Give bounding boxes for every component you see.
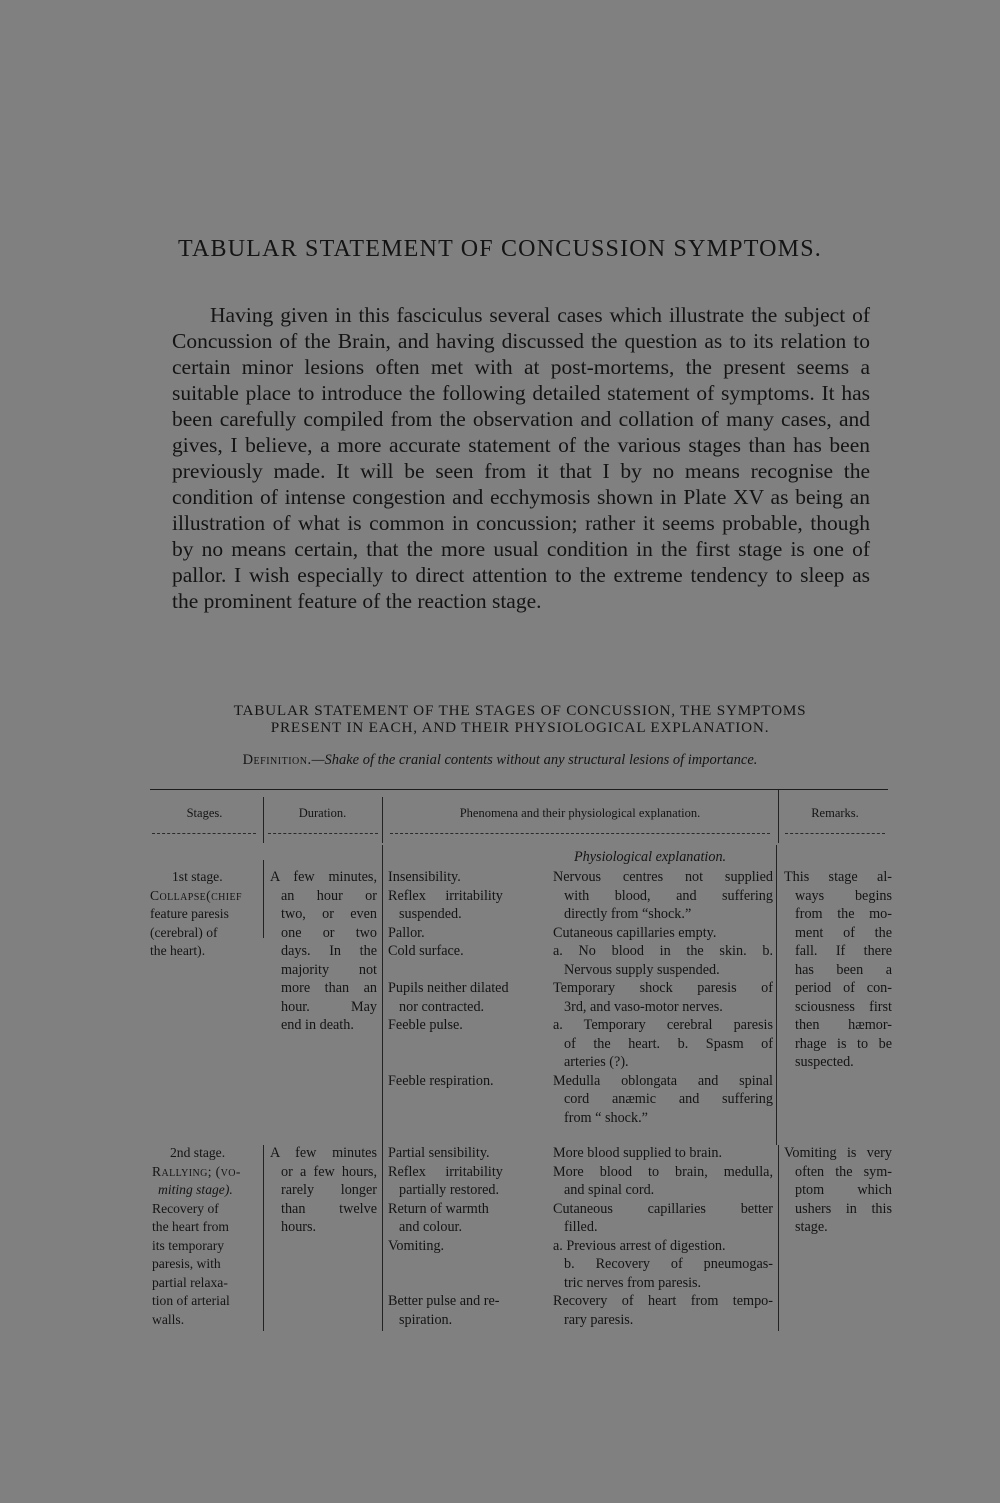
divider-row1-b (382, 845, 383, 1145)
row1-duration-line: hour. May (281, 998, 377, 1015)
row2-stage-line: tion of arterial (152, 1293, 230, 1308)
divider-row2-b (382, 1145, 383, 1331)
row1-duration-line: two, or even (281, 906, 377, 922)
phenomenon-pupils-cont: nor contracted. (399, 998, 485, 1015)
definition-text: —Shake of the cranial contents without any structural lesions of importance. (311, 752, 758, 768)
table-heading (140, 702, 900, 736)
row1-stage-line: feature paresis (150, 906, 229, 921)
remarks-line: rhage is to be (795, 1035, 892, 1052)
row1-stage-line: Collapse(chief (150, 887, 242, 903)
row2-stage-line: its temporary (152, 1237, 225, 1253)
divider-header-2 (382, 797, 383, 843)
divider-row1-a (263, 860, 264, 938)
phenomenon-pulse: Better pulse and re- (388, 1293, 500, 1309)
divider-header-3 (778, 790, 779, 843)
row2-duration-line: hours. (281, 1219, 317, 1235)
divider-header-1 (263, 797, 264, 843)
explanation-line: rary paresis. (564, 1311, 634, 1328)
row2-stage-line: 2nd stage. (170, 1145, 226, 1160)
remarks-line: ways begins (795, 887, 892, 904)
col-header-phenomena: Phenomena and their physiological explanation. (459, 806, 701, 820)
explanation-line: b. Recovery of pneumogas- (564, 1256, 773, 1272)
row1-stage (150, 868, 258, 961)
remarks-line: ptom which (795, 1182, 892, 1198)
explanation-line: a. No blood in the skin. b. (553, 943, 773, 959)
row1-duration-line: more than an (281, 980, 377, 996)
row2-duration-line: than twelve (281, 1200, 377, 1217)
row1-stage-line: the heart). (150, 943, 206, 958)
header-rule-duration (268, 833, 378, 834)
row1-phenomena (388, 868, 538, 1090)
remarks-line: This stage al- (784, 869, 892, 885)
remarks-line: ushers in this (795, 1200, 892, 1217)
row2-stage-line: Recovery of (152, 1200, 219, 1216)
col-header-duration: Duration. (298, 806, 347, 820)
physiological-explanation-heading: Physiological explanation. (574, 849, 727, 865)
remarks-line: often the sym- (795, 1163, 892, 1180)
phenomenon-insensibility: Insensibility. (388, 869, 461, 885)
row2-explanation (553, 1144, 773, 1329)
phenomenon-respiration: Feeble respiration. (388, 1072, 494, 1089)
header-rule-remarks (785, 833, 885, 834)
explanation-line: 3rd, and vaso-motor nerves. (564, 998, 723, 1015)
explanation-line: and spinal cord. (564, 1182, 655, 1198)
row2-phenomena (388, 1144, 538, 1329)
row2-stage (152, 1144, 260, 1329)
definition-label: Definition. (242, 752, 312, 768)
remarks-line: period of con- (795, 980, 892, 996)
row2-duration-line: A few minutes (270, 1145, 377, 1161)
col-header-remarks: Remarks. (811, 806, 859, 820)
phenomenon-warmth-cont: and colour. (399, 1219, 463, 1235)
remarks-line: fall. If there (795, 943, 892, 959)
row1-duration-line: majority not (281, 961, 377, 978)
row1-duration-line: A few minutes, (270, 869, 377, 885)
row2-stage-line: the heart from (152, 1219, 229, 1234)
phenomenon-pulse-cont: spiration. (399, 1311, 453, 1328)
row1-stage-line: 1st stage. (172, 869, 223, 884)
explanation-line: Medulla oblongata and spinal (553, 1072, 773, 1089)
divider-row2-c (778, 1145, 779, 1331)
explanation-line: Recovery of heart from tempo- (553, 1293, 773, 1309)
divider-row2-a (263, 1145, 264, 1331)
definition (0, 752, 1000, 769)
remarks-line: ment of the (795, 924, 892, 941)
row1-duration (270, 868, 377, 1035)
row2-stage-line: partial relaxa- (152, 1274, 228, 1290)
row2-duration (270, 1144, 377, 1237)
row1-duration-line: end in death. (281, 1017, 354, 1033)
table-heading-line-1: TABULAR STATEMENT OF THE STAGES OF CONCUSSION, THE SYMPTOMS (233, 702, 807, 719)
header-rule-phenomena (390, 833, 770, 834)
explanation-line: a. Temporary cerebral paresis (553, 1017, 773, 1033)
explanation-line: directly from “shock.” (564, 906, 692, 922)
explanation-line: from “ shock.” (564, 1109, 648, 1126)
row1-explanation (553, 868, 773, 1127)
phenomenon-reflex: Reflex irritability (388, 887, 503, 904)
explanation-line: Cutaneous capillaries better (553, 1200, 773, 1217)
phenomenon-cold-surface: Cold surface. (388, 943, 464, 959)
explanation-line: tric nerves from paresis. (564, 1274, 702, 1291)
row2-duration-line: rarely longer (281, 1182, 377, 1198)
explanation-line: Nervous centres not supplied (553, 869, 773, 885)
explanation-line: filled. (564, 1219, 598, 1235)
explanation-line: with blood, and suffering (564, 887, 773, 904)
explanation-line: a. Previous arrest of digestion. (553, 1237, 726, 1254)
row1-stage-line: (cerebral) of (150, 924, 218, 940)
page-title: TABULAR STATEMENT OF CONCUSSION SYMPTOMS. (178, 236, 822, 262)
phenomenon-reflex-cont: partially restored. (399, 1182, 500, 1198)
row2-stage-line: Rallying; (vo- (152, 1163, 241, 1179)
phenomenon-pupils: Pupils neither dilated (388, 980, 509, 996)
row2-stage-line: paresis, with (152, 1256, 221, 1271)
remarks-line: from the mo- (795, 906, 892, 922)
explanation-line: arteries (?). (564, 1054, 629, 1070)
col-header-stages: Stages. (186, 806, 223, 820)
explanation-line: More blood supplied to brain. (553, 1145, 723, 1161)
remarks-line: then hæmor- (795, 1017, 892, 1033)
row2-duration-line: or a few hours, (281, 1163, 377, 1180)
divider-row1-c (776, 845, 777, 1145)
remarks-line: stage. (795, 1219, 828, 1235)
intro-paragraph: Having given in this fasciculus several cases which illustrate the subject of Concussion of the Brain, and having discussed the question as to its relation to certain minor lesions often met with at post-mortems, the present seems a suitable place to introduce the following detailed statement of symptoms. It has been carefully compiled from the observation and collation of many cases, and gives, I believe, a more accurate statement of the various stages than has been previously made. It will be seen from it that I by no means recognise the condition of intense congestion and ecchymosis shown in Plate XV as being an illustration of what is common in concussion; rather it seems probable, though by no means certain, that the more usual condition in the first stage is one of pallor. I wish especially to direct attention to the extreme tendency to sleep as the prominent feature of the reaction stage. (172, 303, 870, 613)
phenomenon-reflex: Reflex irritability (388, 1163, 503, 1180)
phenomenon-vomiting: Vomiting. (388, 1237, 445, 1254)
phenomenon-pallor: Pallor. (388, 924, 425, 941)
table-heading-line-2: PRESENT IN EACH, AND THEIR PHYSIOLOGICAL EXPLANATION. (270, 719, 770, 736)
explanation-line: of the heart. b. Spasm of (564, 1035, 773, 1052)
phenomenon-sensibility: Partial sensibility. (388, 1145, 490, 1161)
phenomenon-pulse: Feeble pulse. (388, 1017, 463, 1033)
explanation-line: cord anæmic and suffering (564, 1091, 773, 1107)
row1-duration-line: one or two (281, 924, 377, 941)
remarks-line: has been a (795, 961, 892, 978)
row2-stage-line: miting stage). (158, 1182, 233, 1197)
explanation-line: More blood to brain, medulla, (553, 1163, 773, 1180)
row1-remarks (784, 868, 892, 1072)
row1-duration-line: days. In the (281, 943, 377, 959)
row1-duration-line: an hour or (281, 887, 377, 904)
phenomenon-warmth: Return of warmth (388, 1200, 489, 1217)
row2-remarks (784, 1144, 892, 1237)
phenomenon-reflex-cont: suspended. (399, 906, 462, 922)
explanation-line: Temporary shock paresis of (553, 980, 773, 996)
remarks-line: sciousness first (795, 998, 892, 1015)
row2-stage-line: walls. (152, 1311, 185, 1327)
explanation-line: Nervous supply suspended. (564, 961, 720, 978)
header-rule-stages (152, 833, 256, 834)
explanation-line: Cutaneous capillaries empty. (553, 924, 717, 941)
remarks-line: Vomiting is very (784, 1145, 892, 1161)
remarks-line: suspected. (795, 1054, 854, 1070)
